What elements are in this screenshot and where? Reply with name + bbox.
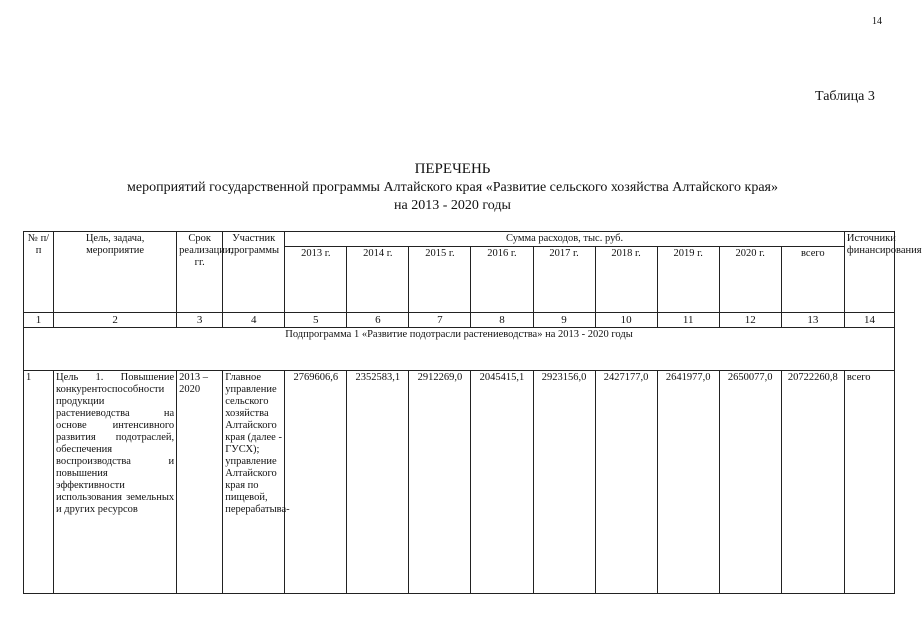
column-index: 14 [844, 313, 894, 328]
header-participant: Участник программы [223, 232, 285, 313]
row-goal: Цель 1. Повышение конкурентоспособности продукции растениеводства на основе интенсивного развития подотраслей, обеспечения воспроизводства и повышения эффективности использования земельных и других ресурсов [54, 371, 177, 594]
row-value-2016: 2045415,1 [471, 371, 533, 594]
header-term: Срок реализации, гг. [177, 232, 223, 313]
column-index: 9 [533, 313, 595, 328]
measures-table [23, 231, 922, 594]
column-index: 8 [471, 313, 533, 328]
table-row [24, 371, 895, 594]
document-subtitle: мероприятий государственной программы Алтайского края «Развитие сельского хозяйства Алтайского края» [127, 180, 778, 195]
row-value-2018: 2427177,0 [595, 371, 657, 594]
row-source: всего [844, 371, 894, 594]
column-index: 11 [657, 313, 719, 328]
subprogram-title: Подпрограмма 1 «Развитие подотрасли растениеводства» на 2013 - 2020 годы [24, 328, 895, 371]
header-year: 2018 г. [595, 247, 657, 313]
column-index: 2 [54, 313, 177, 328]
row-value-2017: 2923156,0 [533, 371, 595, 594]
header-year: 2020 г. [719, 247, 781, 313]
header-num: № п/п [24, 232, 54, 313]
column-index: 12 [719, 313, 781, 328]
header-year: 2014 г. [347, 247, 409, 313]
header-year: 2013 г. [285, 247, 347, 313]
row-value-2019: 2641977,0 [657, 371, 719, 594]
column-index: 6 [347, 313, 409, 328]
row-value-2013: 2769606,6 [285, 371, 347, 594]
header-year: 2019 г. [657, 247, 719, 313]
column-index: 1 [24, 313, 54, 328]
subprogram-row [24, 328, 895, 371]
header-goal: Цель, задача, мероприятие [54, 232, 177, 313]
row-value-total: 20722260,8 [781, 371, 844, 594]
header-year: 2015 г. [409, 247, 471, 313]
column-index: 13 [781, 313, 844, 328]
header-sum: Сумма расходов, тыс. руб. [285, 232, 845, 247]
row-number: 1 [24, 371, 54, 594]
page-number: 14 [872, 16, 882, 27]
header-source: Источники финансирования [844, 232, 894, 313]
header-year: 2017 г. [533, 247, 595, 313]
row-value-2020: 2650077,0 [719, 371, 781, 594]
column-index: 3 [177, 313, 223, 328]
row-value-2015: 2912269,0 [409, 371, 471, 594]
header-total: всего [781, 247, 844, 313]
row-participant: Главное управление сельского хозяйства Алтайского края (далее - ГУСХ); управление Алтайского края по пищевой, перерабатыва- [223, 371, 285, 594]
row-value-2014: 2352583,1 [347, 371, 409, 594]
header-row-1 [24, 232, 895, 247]
document-title: ПЕРЕЧЕНЬ [414, 161, 491, 177]
document-period: на 2013 - 2020 годы [394, 198, 511, 213]
table-label: Таблица 3 [815, 89, 875, 104]
header-year: 2016 г. [471, 247, 533, 313]
column-index: 7 [409, 313, 471, 328]
column-index: 10 [595, 313, 657, 328]
column-index: 5 [285, 313, 347, 328]
row-term: 2013 – 2020 [177, 371, 223, 594]
column-index-row [24, 313, 895, 328]
column-index: 4 [223, 313, 285, 328]
